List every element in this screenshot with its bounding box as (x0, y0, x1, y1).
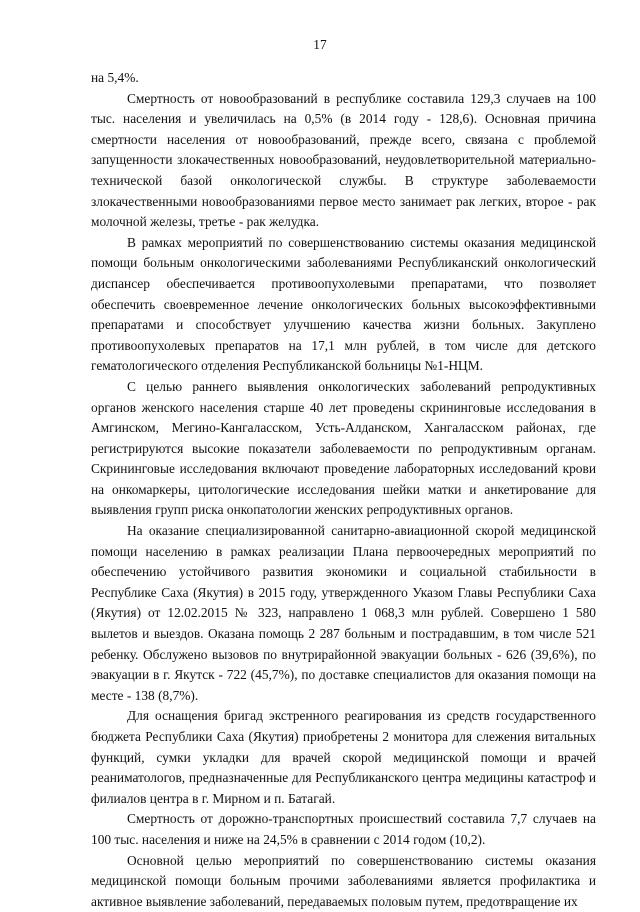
paragraph: Смертность от новообразований в республике составила 129,3 случаев на 100 тыс. населения и увеличилась на 0,5% (в 2014 году - 128,6). Основная причина смертности населения от новообразований, прежде всего, связана с проблемой запущенности злокачественных новообразований, неудовлетворительной материально-технической базой онкологической службы. В структуре заболеваемости злокачественными новообразованиями первое место занимает рак легких, второе - рак молочной железы, третье - рак желудка. (91, 90, 596, 230)
paragraph: С целью раннего выявления онкологических заболеваний репродуктивных органов женского населения старше 40 лет проведены скрининговые исследования в Амгинском, Мегино-Кангаласском, Усть-Алданском, Хангаласском районах, где регистрируются высокие показатели заболеваемости по репродуктивным органам. Скрининговые исследования включают проведение лабораторных исследований крови на онкомаркеры, цитологические исследования шейки матки и анкетирование для выявления групп риска онкопатологии женских репродуктивных органов. (91, 378, 596, 518)
body-text (91, 68, 596, 912)
paragraph: Смертность от дорожно-транспортных происшествий составила 7,7 случаев на 100 тыс. населения и ниже на 24,5% в сравнении с 2014 годом (10,2). (91, 811, 596, 847)
paragraph: Основной целью мероприятий по совершенствованию системы оказания медицинской помощи больным прочими заболеваниями является профилактика и активное выявление заболеваний, передаваемых половым путем, предотвращение их (91, 852, 596, 909)
paragraph: На оказание специализированной санитарно-авиационной скорой медицинской помощи населению в рамках реализации Плана первоочередных мероприятий по обеспечению устойчивого развития экономики и социальной стабильности в Республике Саха (Якутия) в 2015 году, утвержденного Указом Главы Республики Саха (Якутия) от 12.02.2015 № 323, направлено 1 068,3 млн рублей. Совершено 1 580 вылетов и выездов. Оказана помощь 2 287 больным и пострадавшим, в том числе 521 ребенку. Обслужено вызовов по внутрирайонной эвакуации больных - 626 (39,6%), по эвакуации в г. Якутск - 722 (45,7%), по доставке специалистов для оказания помощи на месте - 138 (8,7%). (91, 523, 596, 703)
paragraph: Для оснащения бригад экстренного реагирования из средств государственного бюджета Республики Саха (Якутия) приобретены 2 монитора для слежения витальных функций, сумки укладки для врачей скорой медицинской помощи и врачей реаниматологов, предназначенные для Республиканского центра медицины катастроф и филиалов центра в г. Мирном и п. Батагай. (91, 708, 596, 806)
paragraph: В рамках мероприятий по совершенствованию системы оказания медицинской помощи больным онкологическими заболеваниями Республиканский онкологический диспансер обеспечивается противоопухолевыми препаратами, что позволяет обеспечить своевременное лечение онкологических больных высокоэффективными препаратами и способствует улучшению качества жизни больных. Закуплено противоопухолевых препаратов на 17,1 млн рублей, в том числе для детского гематологического отделения Республиканской больницы №1-НЦМ. (91, 234, 596, 374)
paragraph: на 5,4%. (91, 70, 139, 85)
page-number: 17 (313, 37, 327, 52)
